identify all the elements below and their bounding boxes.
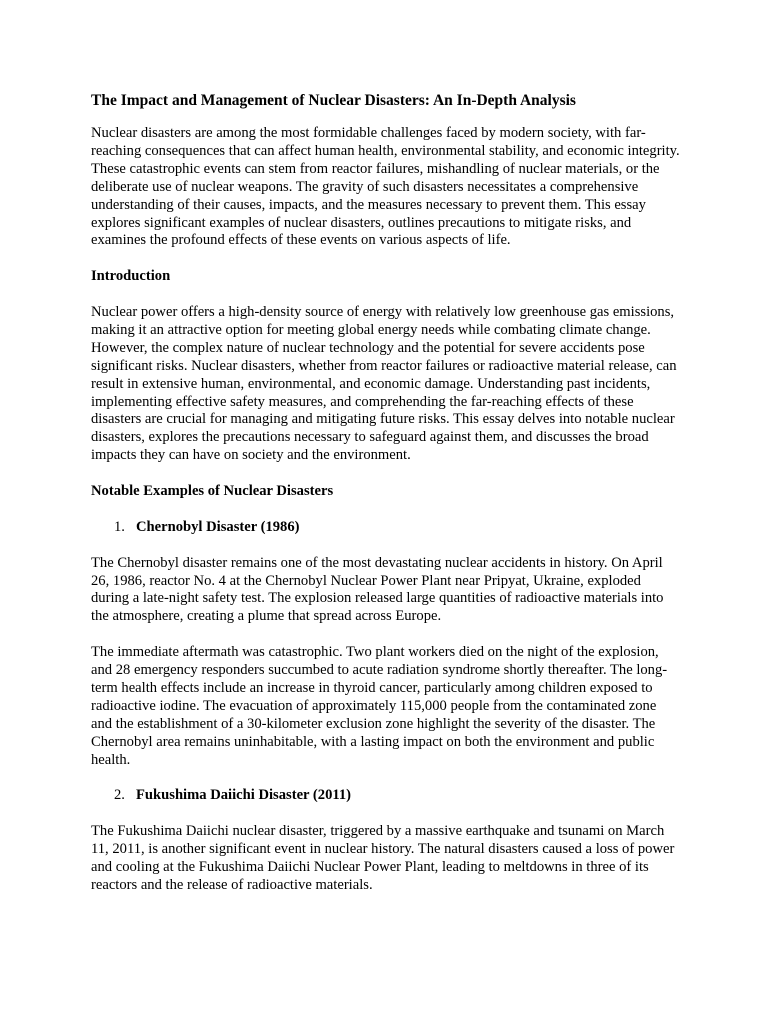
list-item-number: 1.: [114, 518, 125, 535]
intro-paragraph: Nuclear disasters are among the most formidable challenges faced by modern society, with far-reaching consequences that can affect human health, environmental stability, and economic integrity. These catastrophic events can stem from reactor failures, mishandling of nuclear materials, or the deliberate use of nuclear weapons. The gravity of such disasters necessitates a comprehensive understanding of their causes, impacts, and the measures necessary to prevent them. This essay explores significant examples of nuclear disasters, outlines precautions to mitigate risks, and examines the profound effects of these events on various aspects of life.: [91, 125, 680, 249]
list-item-fukushima: [91, 787, 680, 805]
list-item-label: Fukushima Daiichi Disaster (2011): [136, 787, 352, 804]
chernobyl-paragraph-2: The immediate aftermath was catastrophic. Two plant workers died on the night of the explosion, and 28 emergency responders succumbed to acute radiation syndrome shortly thereafter. The long-term health effects include an increase in thyroid cancer, particularly among children exposed to radioactive iodine. The evacuation of approximately 115,000 people from the contaminated zone and the establishment of a 30-kilometer exclusion zone highlight the severity of the disaster. The Chernobyl area remains uninhabitable, with a lasting impact on both the environment and public health.: [91, 644, 668, 768]
list-item-label: Chernobyl Disaster (1986): [136, 518, 300, 535]
chernobyl-paragraph-1: The Chernobyl disaster remains one of the most devastating nuclear accidents in history. On April 26, 1986, reactor No. 4 at the Chernobyl Nuclear Power Plant near Pripyat, Ukraine, exploded during a late-night safety test. The explosion released large quantities of radioactive materials into the atmosphere, creating a plume that spread across Europe.: [91, 554, 664, 625]
document-title: The Impact and Management of Nuclear Disasters: An In-Depth Analysis: [91, 92, 576, 109]
list-item-number: 2.: [114, 787, 125, 804]
section-heading-notable-examples: Notable Examples of Nuclear Disasters: [91, 483, 334, 500]
fukushima-paragraph-1: The Fukushima Daiichi nuclear disaster, triggered by a massive earthquake and tsunami on March 11, 2011, is another significant event in nuclear history. The natural disasters caused a loss of power and cooling at the Fukushima Daiichi Nuclear Power Plant, leading to meltdowns in three of its reactors and the release of radioactive materials.: [91, 823, 675, 893]
list-item-chernobyl: [91, 519, 680, 537]
document-page: [91, 91, 680, 913]
section-heading-introduction: Introduction: [91, 268, 171, 285]
introduction-paragraph: Nuclear power offers a high-density source of energy with relatively low greenhouse gas emissions, making it an attractive option for meeting global energy needs while combating climate change. However, the complex nature of nuclear technology and the potential for severe accidents pose significant risks. Nuclear disasters, whether from reactor failures or radioactive material release, can result in extensive human, environmental, and economic damage. Understanding past incidents, implementing effective safety measures, and comprehending the far-reaching effects of these disasters are crucial for managing and mitigating future risks. This essay delves into notable nuclear disasters, explores the precautions necessary to safeguard against them, and discusses the broad impacts they can have on society and the environment.: [91, 304, 677, 464]
